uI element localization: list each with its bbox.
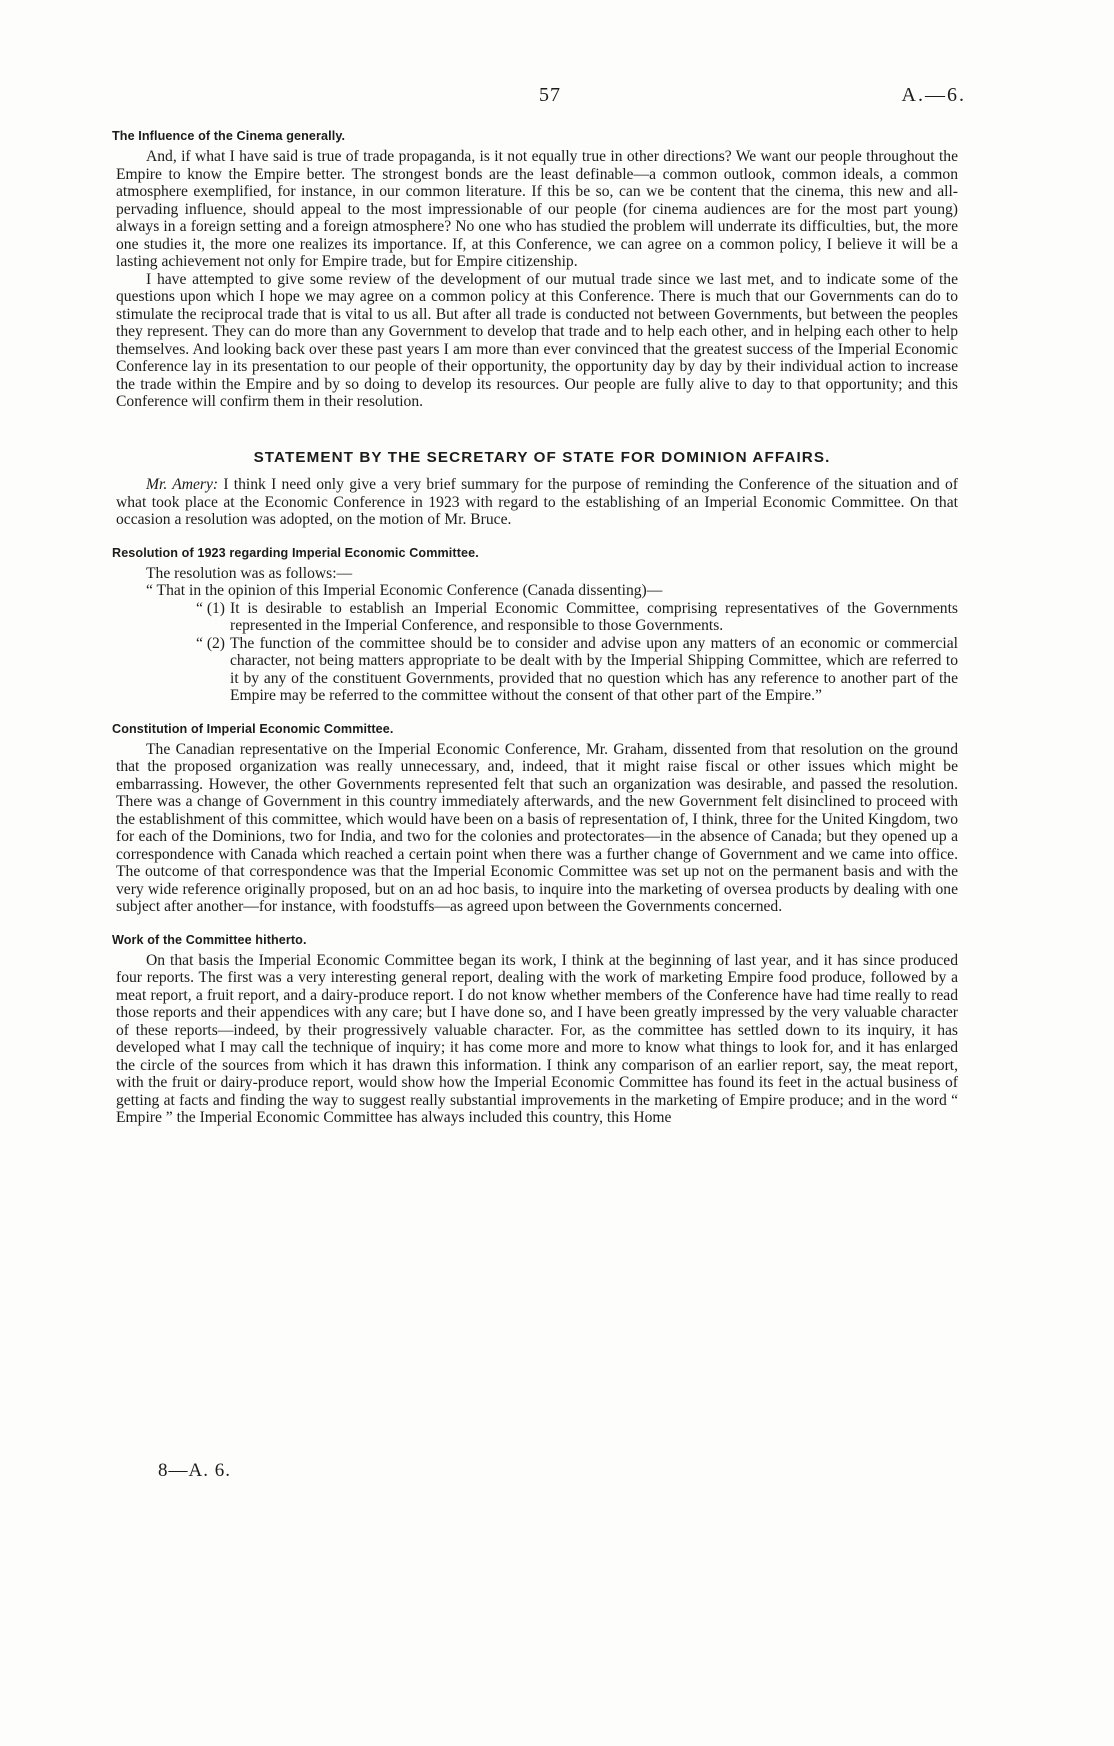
resolution-item-number: “ (2): [196, 634, 226, 652]
resolution-item-text: The function of the committee should be to consider and advise upon any matters of an economic or commercial character, not being matters appropriate to be dealt with by the Imperial Shipping Committee, which are referred to it by any of the constituent Governments, provided that no question which has any reference to another part of the Empire may be referred to the committee without the consent of that other part of the Empire.”: [230, 634, 958, 704]
resolution-item-number: “ (1): [196, 599, 226, 617]
resolution-item-text: It is desirable to establish an Imperial Economic Committee, comprising representatives of the Governments represented in the Imperial Conference, and responsible to those Governments.: [230, 599, 958, 634]
resolution-intro: The resolution was as follows:—: [146, 564, 353, 582]
section-constitution: [112, 721, 958, 916]
section-heading-work: Work of the Committee hitherto.: [112, 932, 307, 947]
section-work: [112, 932, 958, 1127]
paragraph: On that basis the Imperial Economic Committee began its work, I think at the beginning of last year, and it has since produced four reports. The first was a very interesting general report, dealing with the work of marketing Empire food produce, followed by a meat report, a fruit report, and a dairy-produce report. I do not know whether members of the Conference have had time really to read those reports and their appendices with any care; but I have done so, and I have been greatly impressed by the very valuable character of these reports—indeed, by their progressively valuable character. For, as the committee has settled down to its inquiry, it has developed what I may call the technique of inquiry; it has come more and more to know what things to look for, and it has enlarged the circle of the sources from which it has drawn this information. I think any comparison of an earlier report, say, the meat report, with the fruit or dairy-produce report, would show how the Imperial Economic Committee has found its feet in the actual business of getting at facts and finding the way to suggest really substantial improvements in the marketing of Empire produce; and in the word “ Empire ” the Imperial Economic Committee has always included this country, this Home: [116, 951, 958, 1126]
paragraph: The Canadian representative on the Imperial Economic Conference, Mr. Graham, dissented from that resolution on the ground that the proposed organization was really unnecessary, and, indeed, that it might raise fiscal or other issues which might be embarrassing. However, the other Governments represented felt that such an organization was desirable, and passed the resolution. There was a change of Government in this country immediately afterwards, and the new Government felt disinclined to proceed with the establishment of this committee, which would have been on a basis of representation of, I think, three for the United Kingdom, two for each of the Dominions, two for India, and two for the colonies and protectorates—in the absence of Canada; but they opened up a correspondence with Canada which reached a certain point when there was a further change of Government and we came into office. The outcome of that correspondence was that the Imperial Economic Committee was set up not on the permanent basis and with the very wide reference originally proposed, but on an ad hoc basis, to inquire into the marketing of oversea products by dealing with one subject after another—for instance, with foodstuffs—as agreed upon between the Governments concerned.: [116, 740, 958, 915]
section-statement: [116, 449, 958, 529]
paragraph: I have attempted to give some review of the development of our mutual trade since we last met, and to indicate some of the questions upon which I hope we may agree on a common policy at this Conference. There is much that our Governments can do to stimulate the reciprocal trade that is vital to us all. But after all trade is conducted not between Governments, but between the peoples they represent. They can do more than any Government to develop that trade and to help each other, and in helping each other to help themselves. And looking back over these past years I am more than ever convinced that the greatest success of the Imperial Economic Conference lay in its presentation to our people of their opportunity, the opportunity day by day by their individual action to increase the trade within the Empire and by so doing to develop its resources. Our people are fully alive to day to that opportunity; and this Conference will confirm them in their resolution.: [116, 270, 958, 410]
paragraph: [116, 476, 958, 529]
resolution-opening: “ That in the opinion of this Imperial Economic Conference (Canada dissenting)—: [146, 582, 663, 599]
statement-text: I think I need only give a very brief summary for the purpose of reminding the Conference of the situation and of what took place at the Economic Conference in 1923 with regard to the establishing of an Imperial Economic Committee. On that occasion a resolution was adopted, on the motion of Mr. Bruce.: [116, 476, 958, 528]
statement-heading: STATEMENT BY THE SECRETARY OF STATE FOR DOMINION AFFAIRS.: [253, 448, 831, 466]
paragraph: And, if what I have said is true of trade propaganda, is it not equally true in other directions? We want our people throughout the Empire to know the Empire better. The strongest bonds are the least definable—a common outlook, common ideals, a common atmosphere exemplified, for instance, in our common literature. If this be so, can we be content that the cinema, this new and all-pervading influence, should appeal to the most impressionable of our people (for cinema audiences are for the most part young) always in a foreign setting and a foreign atmosphere? No one who has studied the problem will underrate its difficulties, but, the more one studies it, the more one realizes its importance. If, at this Conference, we can agree on a common policy, I believe it will be a lasting achievement not only for Empire trade, but for Empire citizenship.: [116, 148, 958, 270]
resolution-item: [196, 600, 958, 635]
body-column: [112, 128, 958, 1127]
document-reference: A.—6.: [901, 84, 966, 106]
page-number: 57: [539, 84, 561, 106]
section-resolution: [112, 545, 958, 705]
folio-signature: 8—A. 6.: [158, 1460, 231, 1481]
section-heading-cinema: The Influence of the Cinema generally.: [112, 129, 346, 143]
section-heading-resolution: Resolution of 1923 regarding Imperial Economic Committee.: [112, 545, 479, 560]
section-heading-constitution: Constitution of Imperial Economic Committee.: [112, 721, 394, 736]
speaker-name: Mr. Amery:: [146, 476, 219, 493]
resolution-item: [196, 635, 958, 705]
section-cinema: [112, 128, 958, 411]
